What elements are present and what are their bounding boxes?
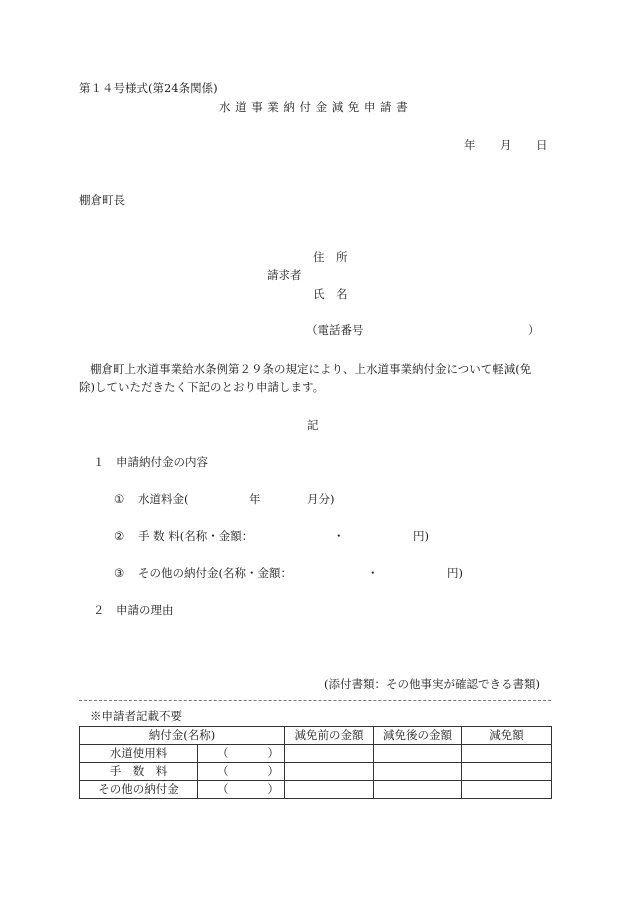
phone-label: （電話番号 bbox=[306, 323, 364, 337]
row-name-field[interactable] bbox=[198, 781, 285, 799]
form-number: 第１４号様式(第24条関係) bbox=[79, 81, 218, 95]
row-label: 水道使用料 bbox=[80, 745, 198, 763]
row-name-field[interactable] bbox=[198, 745, 285, 763]
table-header-row bbox=[80, 727, 552, 745]
row-name-field[interactable] bbox=[198, 763, 285, 781]
amount-before-cell[interactable] bbox=[285, 745, 374, 763]
item2-dot: ・ bbox=[333, 529, 345, 543]
office-use-note: ※申請者記載不要 bbox=[90, 709, 182, 723]
item1-month: 月分) bbox=[307, 492, 335, 506]
body-line-2: 除)していただきたく下記のとおり申請します。 bbox=[79, 380, 325, 394]
item3-dot: ・ bbox=[367, 566, 379, 580]
document-title: 水道事業納付金減免申請書 bbox=[219, 100, 413, 114]
paren-open: （ bbox=[217, 764, 229, 778]
attachment-note: (添付書類：その他事実が確認できる書類) bbox=[324, 677, 540, 691]
date-month-label: 月 bbox=[500, 138, 512, 152]
date-year-label: 年 bbox=[464, 138, 476, 152]
item3-yen: 円) bbox=[447, 566, 463, 580]
section2-heading: 申請の理由 bbox=[116, 603, 174, 617]
amount-after-cell[interactable] bbox=[374, 745, 462, 763]
cut-line-divider bbox=[79, 700, 551, 701]
paren-open: （ bbox=[217, 746, 229, 760]
paren-open: （ bbox=[217, 782, 229, 796]
date-day-label: 日 bbox=[536, 138, 548, 152]
section1-heading: 申請納付金の内容 bbox=[116, 455, 208, 469]
table-row bbox=[80, 745, 552, 763]
item2-mark: ② bbox=[114, 529, 125, 543]
header-amount-before: 減免前の金額 bbox=[285, 727, 374, 745]
header-fee-name: 納付金(名称) bbox=[80, 727, 285, 745]
item3-mark: ③ bbox=[114, 566, 125, 580]
section2-number: ２ bbox=[93, 603, 105, 617]
item1-label: 水道料金( bbox=[138, 492, 189, 506]
table-row bbox=[80, 781, 552, 799]
ki-heading: 記 bbox=[307, 418, 319, 432]
row-label: 手 数 料 bbox=[80, 763, 198, 781]
table-row bbox=[80, 763, 552, 781]
phone-close-paren: ） bbox=[528, 323, 540, 337]
paren-close: ） bbox=[267, 782, 279, 796]
address-label: 住 所 bbox=[313, 250, 348, 264]
body-line-1: 棚倉町上水道事業給水条例第２９条の規定により、上水道事業納付金について軽減(免 bbox=[90, 362, 532, 376]
paren-close: ） bbox=[267, 746, 279, 760]
applicant-role-label: 請求者 bbox=[267, 268, 302, 282]
item1-mark: ① bbox=[114, 492, 125, 506]
item2-yen: 円) bbox=[413, 529, 429, 543]
header-reduction-amount: 減免額 bbox=[462, 727, 552, 745]
header-amount-after: 減免後の金額 bbox=[374, 727, 462, 745]
paren-close: ） bbox=[267, 764, 279, 778]
item3-label: その他の納付金(名称・金額： bbox=[138, 566, 292, 580]
reduction-cell[interactable] bbox=[462, 763, 552, 781]
row-label: その他の納付金 bbox=[80, 781, 198, 799]
item1-year: 年 bbox=[249, 492, 261, 506]
amount-after-cell[interactable] bbox=[374, 781, 462, 799]
item2-label: 手 数 料(名称・金額： bbox=[138, 529, 254, 543]
reduction-cell[interactable] bbox=[462, 781, 552, 799]
amount-after-cell[interactable] bbox=[374, 763, 462, 781]
section1-number: １ bbox=[93, 455, 105, 469]
amount-before-cell[interactable] bbox=[285, 763, 374, 781]
fee-reduction-table bbox=[79, 726, 552, 799]
name-label: 氏 名 bbox=[313, 287, 348, 301]
amount-before-cell[interactable] bbox=[285, 781, 374, 799]
addressee: 棚倉町長 bbox=[79, 193, 125, 207]
reduction-cell[interactable] bbox=[462, 745, 552, 763]
